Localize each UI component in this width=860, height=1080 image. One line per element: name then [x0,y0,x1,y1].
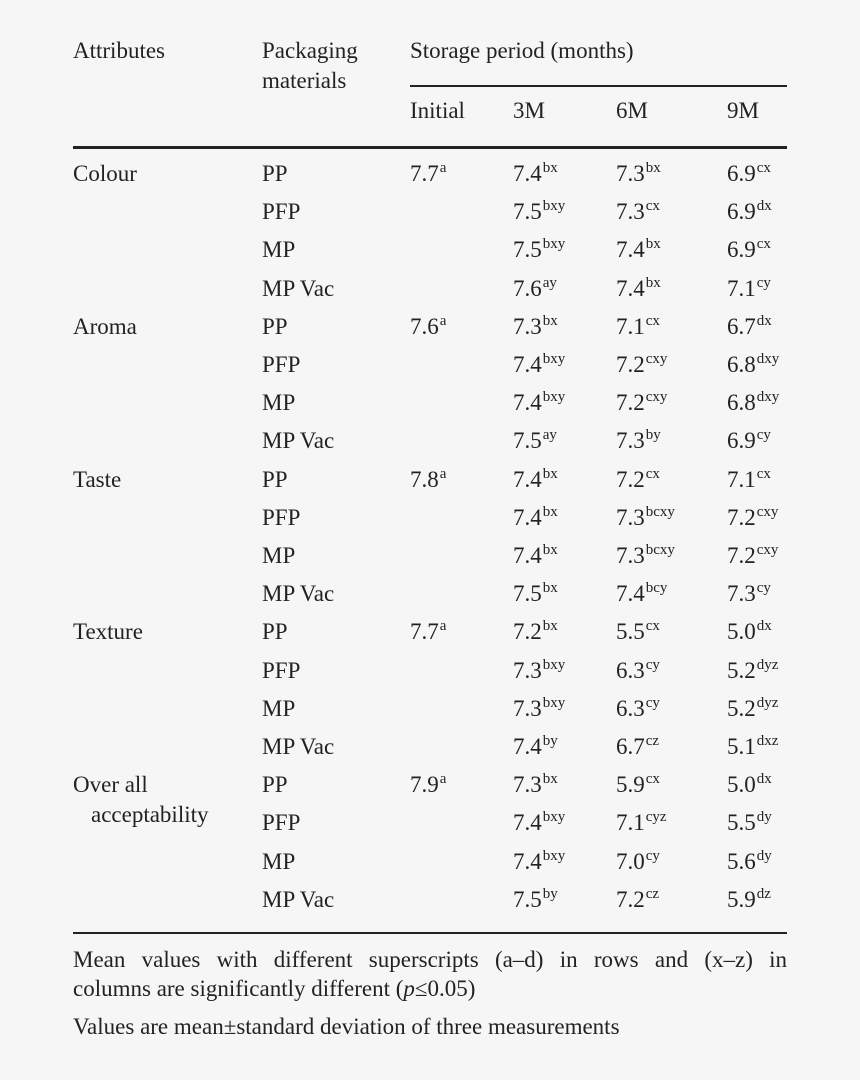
value-9m [727,770,772,800]
cell-superscript: cy [645,694,660,711]
value-9m [727,274,771,304]
cell-superscript: bxy [542,198,566,215]
value-6m [616,656,660,686]
cell-value: 7.3 [513,695,542,721]
value-3m [513,197,565,227]
value-9m [727,656,778,686]
cell-value: 7.1 [616,810,645,836]
cell-value: 7.3 [513,313,542,339]
attribute-label: Aroma [73,313,137,339]
cell-superscript: dyz [756,656,779,673]
value-6m [616,426,661,456]
attribute-label: acceptability [91,802,209,828]
cell-superscript: bxy [542,847,566,864]
cell-value: 7.1 [727,275,756,301]
value-3m [513,312,558,342]
value-3m [513,274,557,304]
cell-value: 7.5 [513,886,542,912]
cell-value: 7.2 [616,390,645,416]
packaging-label: MP Vac [262,581,335,607]
cell-value: 7.3 [616,161,645,186]
initial-value [410,465,446,495]
value-6m [616,885,659,915]
cell-superscript: bx [542,618,558,635]
value-9m [727,350,779,380]
cell-value: 5.2 [727,695,756,721]
cell-value: 7.2 [616,466,645,492]
note-p-symbol: p [403,976,415,1001]
cell-value: 7.3 [513,657,542,683]
value-6m [616,465,660,495]
cell-value: 7.4 [513,161,542,186]
cell-superscript: bx [645,160,661,176]
initial-value [410,770,446,800]
cell-value: 7.7 [410,619,439,645]
header-period-9m: 9M [727,98,759,123]
value-6m [616,579,667,609]
cell-superscript: dyz [756,694,779,711]
value-9m [727,885,771,915]
value-9m [727,579,771,609]
header-rule [73,146,787,149]
cell-superscript: cx [645,618,660,635]
cell-value: 7.5 [513,428,542,454]
value-3m [513,350,565,380]
header-packaging-line2: materials [262,68,347,93]
cell-superscript: a [439,160,447,176]
packaging-label: MP Vac [262,886,335,912]
cell-value: 6.9 [727,199,756,225]
cell-superscript: bxy [542,351,566,367]
header-period-3m: 3M [513,98,545,123]
cell-superscript: cz [645,885,660,902]
cell-value: 7.4 [513,810,542,836]
value-6m [616,847,660,877]
value-9m [727,694,778,724]
cell-value: 7.4 [513,390,542,416]
cell-value: 5.9 [616,772,645,798]
cell-value: 6.7 [727,313,756,339]
cell-value: 7.4 [513,504,542,530]
cell-superscript: dx [756,618,772,635]
cell-superscript: bx [645,274,661,291]
value-9m [727,541,778,571]
cell-superscript: bx [542,580,558,597]
cell-superscript: by [542,885,558,902]
header-packaging-line1: Packaging [262,38,358,63]
cell-value: 7.3 [616,199,645,225]
cell-superscript: cy [756,427,771,444]
initial-value [410,159,446,189]
attribute-label: Over all [73,772,148,798]
cell-superscript: cy [756,580,771,597]
cell-value: 5.2 [727,657,756,683]
cell-value: 7.1 [727,466,756,492]
cell-value: 7.4 [616,581,645,607]
cell-superscript: dx [756,771,772,788]
cell-value: 7.4 [616,237,645,263]
cell-value: 7.6 [410,313,439,339]
cell-superscript: bxy [542,236,566,253]
note-significance [73,945,787,1003]
value-9m [727,847,772,877]
cell-superscript: ay [542,274,557,291]
value-9m [727,159,771,189]
value-3m [513,617,558,647]
cell-value: 7.2 [616,352,645,377]
cell-superscript: bxy [542,694,566,711]
header-storage-period: Storage period (months) [410,38,634,63]
cell-value: 6.7 [616,734,645,759]
cell-superscript: a [439,771,447,788]
cell-superscript: a [439,312,447,329]
cell-value: 5.5 [616,619,645,645]
value-9m [727,808,772,838]
cell-superscript: cx [756,236,771,253]
cell-value: 7.2 [513,619,542,645]
value-6m [616,808,667,838]
cell-value: 7.3 [616,428,645,454]
value-3m [513,426,557,456]
cell-superscript: cx [756,160,771,176]
cell-superscript: bcy [645,580,668,597]
cell-superscript: a [439,618,447,635]
header-attributes: Attributes [73,38,165,63]
cell-superscript: bcxy [645,503,675,520]
value-6m [616,388,667,418]
cell-superscript: cxy [645,351,668,367]
value-3m [513,579,558,609]
cell-value: 7.6 [513,275,542,301]
packaging-label: MP [262,848,296,874]
cell-superscript: dy [756,847,772,864]
packaging-label: MP [262,237,296,263]
packaging-label: MP Vac [262,275,335,301]
packaging-label: MP Vac [262,428,335,454]
note-significance-line2 [73,974,787,1003]
attribute-label: Texture [73,619,143,645]
cell-superscript: cx [756,465,771,482]
packaging-label: MP Vac [262,734,335,759]
cell-superscript: ay [542,427,557,444]
value-6m [616,617,660,647]
value-3m [513,388,565,418]
cell-superscript: cxy [756,542,779,558]
cell-value: 6.9 [727,161,756,186]
footer-rule [73,932,787,934]
cell-superscript: bcxy [645,542,675,558]
value-6m [616,541,675,571]
value-6m [616,350,667,380]
cell-superscript: cxy [645,389,668,406]
cell-superscript: cx [645,198,660,215]
cell-value: 7.3 [616,504,645,530]
cell-superscript: bx [542,312,558,329]
note-text: ≤0.05) [414,976,476,1001]
value-9m [727,388,779,418]
cell-superscript: cx [645,312,660,329]
cell-value: 6.9 [727,237,756,263]
cell-value: 7.5 [513,581,542,607]
value-9m [727,235,771,265]
cell-superscript: bx [542,542,558,558]
cell-value: 5.1 [727,734,756,759]
cell-value: 7.2 [727,504,756,530]
value-6m [616,197,660,227]
value-6m [616,159,661,189]
cell-superscript: dxy [756,389,780,406]
attribute-label: Taste [73,466,122,492]
cell-value: 7.4 [513,734,542,759]
value-9m [727,465,771,495]
value-3m [513,694,565,724]
cell-value: 7.5 [513,237,542,263]
cell-superscript: by [542,733,558,749]
value-6m [616,274,661,304]
cell-superscript: cy [645,847,660,864]
cell-value: 5.5 [727,810,756,836]
value-3m [513,656,565,686]
cell-superscript: cx [645,771,660,788]
cell-superscript: bx [542,771,558,788]
value-3m [513,465,558,495]
cell-superscript: bx [645,236,661,253]
value-9m [727,312,772,342]
cell-value: 7.1 [616,313,645,339]
value-3m [513,885,558,915]
packaging-label: PP [262,772,288,798]
cell-superscript: dx [756,198,772,215]
packaging-label: MP [262,543,296,568]
cell-value: 7.9 [410,772,439,798]
value-6m [616,312,660,342]
value-6m [616,770,660,800]
cell-superscript: bx [542,503,558,520]
cell-superscript: cy [756,274,771,291]
cell-value: 7.2 [727,543,756,568]
cell-superscript: dy [756,809,772,826]
packaging-label: PFP [262,199,301,225]
value-3m [513,235,565,265]
value-3m [513,770,558,800]
value-9m [727,426,771,456]
cell-value: 7.4 [513,848,542,874]
cell-superscript: cx [645,465,660,482]
value-9m [727,503,778,533]
cell-superscript: dxy [756,351,780,367]
packaging-label: PP [262,619,288,645]
cell-superscript: dz [756,885,771,902]
value-3m [513,732,558,762]
initial-value [410,617,446,647]
cell-value: 6.8 [727,390,756,416]
cell-superscript: bxy [542,389,566,406]
cell-value: 7.3 [513,772,542,798]
cell-value: 7.4 [616,275,645,301]
note-significance-line1: Mean values with different superscripts (a–d) in rows and (x–z) in [73,947,787,972]
value-3m [513,808,565,838]
cell-value: 7.3 [616,543,645,568]
cell-superscript: bxy [542,809,566,826]
value-9m [727,617,772,647]
cell-superscript: cxy [756,503,779,520]
packaging-label: PFP [262,352,301,377]
value-6m [616,503,675,533]
value-6m [616,235,661,265]
cell-value: 5.6 [727,848,756,874]
cell-value: 7.4 [513,352,542,377]
note-text: columns are significantly different ( [73,976,404,1001]
cell-value: 7.5 [513,199,542,225]
cell-superscript: by [645,427,661,444]
cell-superscript: dx [756,312,772,329]
cell-superscript: bxy [542,656,566,673]
value-3m [513,541,558,571]
note-measurements: Values are mean±standard deviation of three measurements [73,1014,620,1039]
cell-value: 6.9 [727,428,756,454]
cell-value: 5.0 [727,619,756,645]
cell-value: 7.2 [616,886,645,912]
packaging-label: PFP [262,504,301,530]
value-6m [616,732,659,762]
cell-value: 7.4 [513,543,542,568]
packaging-label: PP [262,161,288,186]
cell-superscript: cz [645,733,660,749]
header-subrule [410,85,787,87]
cell-superscript: cyz [645,809,667,826]
packaging-label: MP [262,695,296,721]
packaging-label: MP [262,390,296,416]
cell-superscript: bx [542,160,558,176]
attribute-label: Colour [73,161,137,186]
initial-value [410,312,446,342]
cell-value: 7.0 [616,848,645,874]
cell-superscript: dxz [756,733,779,749]
value-9m [727,197,772,227]
packaging-label: PFP [262,810,301,836]
cell-value: 7.7 [410,161,439,186]
value-3m [513,159,558,189]
cell-superscript: bx [542,465,558,482]
cell-value: 6.8 [727,352,756,377]
value-9m [727,732,778,762]
cell-value: 5.9 [727,886,756,912]
cell-value: 7.4 [513,466,542,492]
packaging-label: PFP [262,657,301,683]
cell-value: 7.8 [410,466,439,492]
cell-superscript: a [439,465,447,482]
packaging-label: PP [262,313,288,339]
header-period-initial: Initial [410,98,465,123]
header-period-6m: 6M [616,98,648,123]
value-3m [513,847,565,877]
value-3m [513,503,558,533]
value-6m [616,694,660,724]
cell-value: 6.3 [616,695,645,721]
cell-value: 5.0 [727,772,756,798]
cell-value: 7.3 [727,581,756,607]
packaging-label: PP [262,466,288,492]
cell-value: 6.3 [616,657,645,683]
cell-superscript: cy [645,656,660,673]
